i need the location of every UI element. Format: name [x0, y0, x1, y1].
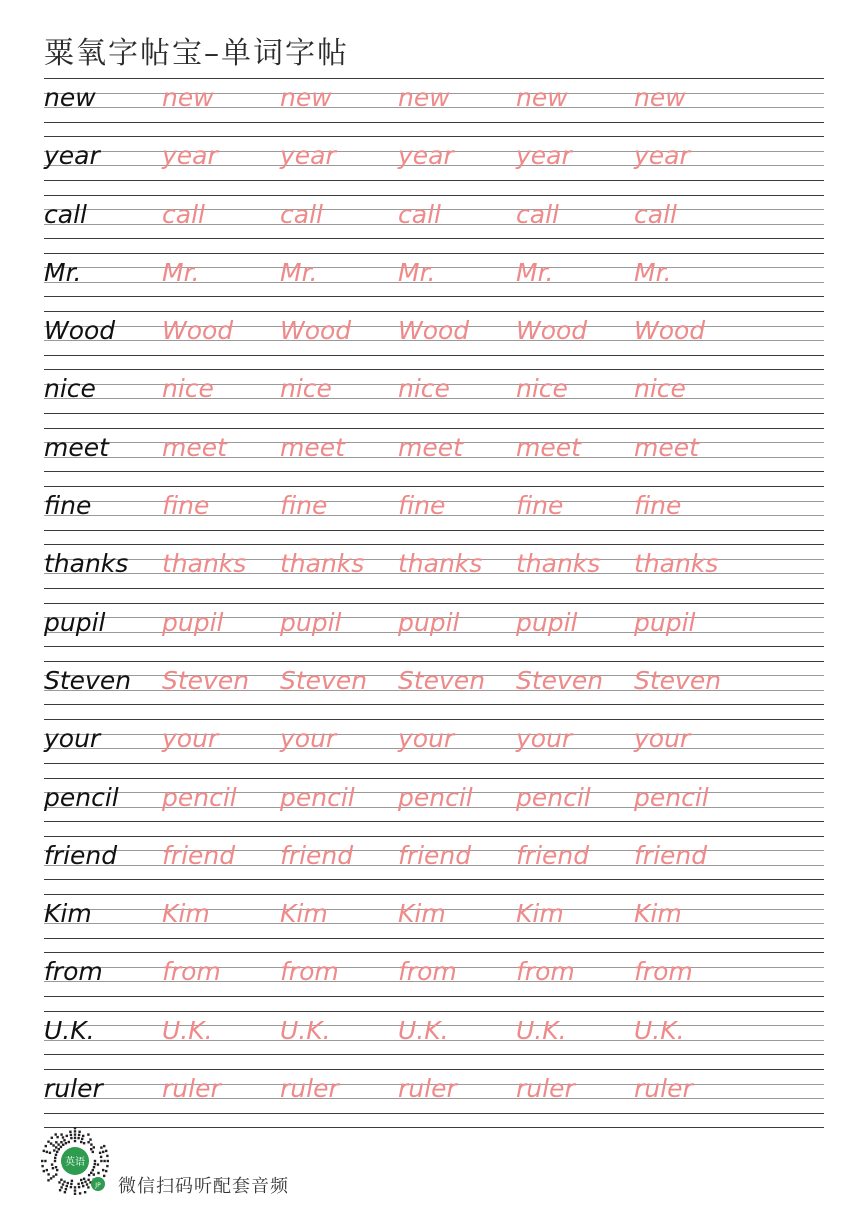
- model-word: new: [44, 83, 96, 112]
- guide-line: [44, 428, 824, 429]
- trace-word: from: [516, 957, 575, 987]
- guide-line: [44, 195, 824, 196]
- qr-dot: [81, 1138, 83, 1140]
- model-word: your: [44, 724, 101, 754]
- guide-line: [44, 588, 824, 589]
- qr-dot: [74, 1189, 76, 1191]
- qr-dot: [60, 1179, 62, 1181]
- qr-dot: [86, 1183, 88, 1185]
- qr-dot: [78, 1131, 80, 1133]
- trace-word: fine: [634, 491, 682, 521]
- word-row: [44, 195, 824, 253]
- qr-dot: [74, 1140, 76, 1142]
- guide-line: [44, 311, 824, 312]
- trace-word: call: [516, 199, 559, 229]
- qr-dot: [50, 1177, 52, 1179]
- trace-word: U.K.: [516, 1015, 567, 1045]
- page-title: 粟氧字帖宝–单词字帖: [44, 36, 349, 71]
- model-word: meet: [44, 432, 109, 462]
- trace-word: ruler: [280, 1074, 339, 1104]
- qr-dot: [47, 1173, 49, 1175]
- model-word: nice: [44, 374, 96, 404]
- word-row: [44, 1069, 824, 1127]
- qr-dot: [55, 1133, 57, 1135]
- guide-line: [44, 894, 824, 895]
- trace-word: Steven: [398, 665, 486, 695]
- qr-dot: [45, 1145, 47, 1147]
- word-row: [44, 894, 824, 952]
- qr-dot: [100, 1146, 102, 1148]
- trace-word: from: [162, 957, 221, 987]
- guide-line: [44, 78, 824, 79]
- qr-dot: [105, 1170, 107, 1172]
- trace-word: pupil: [162, 607, 224, 637]
- qr-dot: [74, 1127, 76, 1129]
- guide-line: [44, 544, 824, 545]
- word-row: [44, 836, 824, 894]
- trace-word: thanks: [280, 549, 365, 579]
- qr-dot: [87, 1179, 89, 1181]
- word-row: [44, 369, 824, 427]
- qr-dot: [68, 1141, 70, 1143]
- qr-dot: [74, 1130, 76, 1132]
- trace-word: year: [634, 141, 690, 171]
- qr-dot: [93, 1173, 95, 1175]
- qr-dot: [64, 1191, 66, 1193]
- trace-word: friend: [516, 840, 590, 870]
- trace-word: Mr.: [634, 257, 672, 287]
- qr-dot: [54, 1157, 56, 1159]
- qr-dot: [44, 1160, 46, 1162]
- guide-line: [44, 763, 824, 764]
- qr-dot: [55, 1141, 57, 1143]
- badge-text: 英语: [65, 1157, 85, 1168]
- qr-dot: [43, 1170, 45, 1172]
- qr-dot: [56, 1151, 58, 1153]
- guide-line: [44, 471, 824, 472]
- word-row: [44, 1011, 824, 1069]
- qr-dot: [55, 1173, 57, 1175]
- audio-caption: 微信扫码听配套音频: [118, 1176, 289, 1197]
- qr-dot: [65, 1188, 67, 1190]
- qr-dot: [52, 1144, 54, 1146]
- word-row: [44, 603, 824, 661]
- trace-word: Steven: [634, 665, 722, 695]
- qr-dot: [65, 1142, 67, 1144]
- trace-word: Steven: [280, 665, 368, 695]
- trace-word: nice: [280, 374, 332, 404]
- qr-dot: [77, 1137, 79, 1139]
- trace-word: call: [280, 199, 323, 229]
- qr-dot: [62, 1136, 64, 1138]
- qr-dot: [63, 1139, 65, 1141]
- qr-dot: [87, 1141, 89, 1143]
- guide-line: [44, 253, 824, 254]
- guide-line: [44, 355, 824, 356]
- qr-dot: [55, 1146, 57, 1148]
- trace-word: thanks: [634, 549, 719, 579]
- qr-dot: [103, 1175, 105, 1177]
- qr-dot: [100, 1160, 102, 1162]
- trace-word: your: [280, 724, 337, 754]
- qr-dot: [57, 1143, 59, 1145]
- trace-word: U.K.: [162, 1015, 213, 1045]
- trace-word: new: [280, 83, 332, 112]
- qr-dot: [84, 1181, 86, 1183]
- word-row: [44, 136, 824, 194]
- trace-word: Kim: [398, 899, 446, 929]
- qr-dot: [106, 1155, 108, 1157]
- qr-dot: [46, 1169, 48, 1171]
- model-word: call: [44, 199, 87, 229]
- guide-line: [44, 1054, 824, 1055]
- trace-word: pencil: [280, 782, 355, 812]
- qr-dot: [87, 1133, 89, 1135]
- qr-dot: [70, 1134, 72, 1136]
- model-word: friend: [44, 840, 118, 870]
- trace-word: U.K.: [634, 1015, 685, 1045]
- guide-line: [44, 122, 824, 123]
- word-row: [44, 428, 824, 486]
- qr-dot: [97, 1163, 99, 1165]
- trace-word: new: [634, 83, 686, 112]
- trace-word: Wood: [398, 316, 470, 346]
- guide-line: [44, 821, 824, 822]
- trace-word: Mr.: [516, 257, 554, 287]
- trace-word: U.K.: [398, 1015, 449, 1045]
- qr-dot: [84, 1191, 86, 1193]
- model-word: fine: [44, 491, 92, 521]
- qr-dot: [52, 1175, 54, 1177]
- audio-footer: [40, 1126, 440, 1206]
- qr-dot: [87, 1186, 89, 1188]
- model-word: Kim: [44, 899, 92, 929]
- trace-word: year: [398, 141, 454, 171]
- qr-dot: [94, 1160, 96, 1162]
- qr-dot: [41, 1165, 43, 1167]
- trace-word: friend: [280, 840, 354, 870]
- trace-word: Wood: [634, 316, 706, 346]
- qr-dot: [74, 1193, 76, 1195]
- trace-word: call: [634, 199, 677, 229]
- qr-dot: [58, 1181, 60, 1183]
- qr-dot: [58, 1148, 60, 1150]
- qr-dot: [105, 1150, 107, 1152]
- qr-dot: [51, 1137, 53, 1139]
- qr-dot: [47, 1141, 49, 1143]
- trace-word: ruler: [398, 1074, 457, 1104]
- trace-word: pencil: [398, 782, 473, 812]
- model-word: U.K.: [44, 1015, 95, 1045]
- qr-dot: [102, 1169, 104, 1171]
- qr-dot: [56, 1136, 58, 1138]
- trace-word: Kim: [634, 899, 682, 929]
- word-row: [44, 661, 824, 719]
- qr-dot: [82, 1185, 84, 1187]
- trace-word: fine: [516, 491, 564, 521]
- qr-dot: [62, 1144, 64, 1146]
- trace-word: U.K.: [280, 1015, 331, 1045]
- qr-dot: [52, 1167, 54, 1169]
- qr-dot: [80, 1141, 82, 1143]
- qr-dot: [51, 1163, 53, 1165]
- trace-word: meet: [162, 432, 227, 462]
- guide-line: [44, 1069, 824, 1070]
- trace-word: call: [398, 199, 441, 229]
- qr-code-icon[interactable]: [40, 1126, 110, 1196]
- guide-line: [44, 996, 824, 997]
- trace-word: nice: [162, 374, 214, 404]
- trace-word: ruler: [516, 1074, 575, 1104]
- qr-dot: [70, 1186, 72, 1188]
- qr-dot: [81, 1182, 83, 1184]
- trace-word: meet: [516, 432, 581, 462]
- guide-line: [44, 486, 824, 487]
- qr-dot: [60, 1146, 62, 1148]
- qr-dot: [67, 1182, 69, 1184]
- model-word: year: [44, 141, 100, 171]
- trace-word: pupil: [398, 607, 460, 637]
- trace-word: year: [516, 141, 572, 171]
- qr-dot: [90, 1172, 92, 1174]
- qr-dot: [50, 1142, 52, 1144]
- trace-word: fine: [398, 491, 446, 521]
- guide-line: [44, 646, 824, 647]
- qr-dot: [93, 1146, 95, 1148]
- guide-line: [44, 778, 824, 779]
- trace-word: pupil: [634, 607, 696, 637]
- qr-dot: [43, 1150, 45, 1152]
- trace-word: Kim: [516, 899, 564, 929]
- qr-dot: [54, 1160, 56, 1162]
- qr-dot: [103, 1160, 105, 1162]
- trace-word: meet: [398, 432, 463, 462]
- trace-word: friend: [398, 840, 472, 870]
- qr-dot: [77, 1183, 79, 1185]
- qr-dot: [47, 1179, 49, 1181]
- trace-word: pencil: [634, 782, 709, 812]
- trace-word: Kim: [162, 899, 210, 929]
- guide-line: [44, 369, 824, 370]
- qr-dot: [82, 1135, 84, 1137]
- qr-dot: [70, 1183, 72, 1185]
- qr-dot: [69, 1131, 71, 1133]
- model-word: Wood: [44, 316, 116, 346]
- trace-word: Wood: [162, 316, 234, 346]
- qr-dot: [46, 1151, 48, 1153]
- guide-line: [44, 1011, 824, 1012]
- qr-dot: [63, 1181, 65, 1183]
- trace-word: fine: [162, 491, 210, 521]
- guide-line: [44, 661, 824, 662]
- guide-line: [44, 238, 824, 239]
- trace-word: Steven: [162, 665, 250, 695]
- word-row: [44, 544, 824, 602]
- guide-line: [44, 180, 824, 181]
- word-row: [44, 719, 824, 777]
- trace-word: ruler: [162, 1074, 221, 1104]
- qr-dot: [78, 1186, 80, 1188]
- trace-word: Mr.: [162, 257, 200, 287]
- qr-dot: [106, 1165, 108, 1167]
- trace-word: meet: [634, 432, 699, 462]
- model-word: Mr.: [44, 257, 82, 287]
- qr-dot: [90, 1143, 92, 1145]
- trace-word: from: [634, 957, 693, 987]
- guide-line: [44, 704, 824, 705]
- trace-word: your: [634, 724, 691, 754]
- trace-word: pupil: [516, 607, 578, 637]
- qr-dot: [62, 1183, 64, 1185]
- qr-dot: [74, 1186, 76, 1188]
- trace-word: meet: [280, 432, 345, 462]
- guide-line: [44, 836, 824, 837]
- trace-word: from: [280, 957, 339, 987]
- guide-line: [44, 1113, 824, 1114]
- qr-dot: [79, 1192, 81, 1194]
- trace-word: new: [162, 83, 214, 112]
- model-word: from: [44, 957, 103, 987]
- qr-dot: [93, 1166, 95, 1168]
- qr-dot: [55, 1166, 57, 1168]
- trace-word: your: [162, 724, 219, 754]
- practice-sheet: [44, 78, 824, 1128]
- qr-dot: [92, 1151, 94, 1153]
- qr-dot: [41, 1160, 43, 1162]
- trace-word: year: [162, 141, 218, 171]
- word-row: [44, 778, 824, 836]
- trace-word: nice: [516, 374, 568, 404]
- guide-line: [44, 413, 824, 414]
- qr-dot: [74, 1137, 76, 1139]
- qr-dot: [60, 1141, 62, 1143]
- qr-dot: [92, 1169, 94, 1171]
- trace-word: new: [398, 83, 450, 112]
- qr-dot: [99, 1152, 101, 1154]
- guide-line: [44, 879, 824, 880]
- trace-word: thanks: [398, 549, 483, 579]
- trace-word: Mr.: [280, 257, 318, 287]
- guide-line: [44, 952, 824, 953]
- word-row: [44, 311, 824, 369]
- guide-line: [44, 719, 824, 720]
- trace-word: ruler: [634, 1074, 693, 1104]
- trace-word: thanks: [162, 549, 247, 579]
- trace-word: friend: [634, 840, 708, 870]
- qr-dot: [102, 1151, 104, 1153]
- trace-word: nice: [398, 374, 450, 404]
- word-row: [44, 78, 824, 136]
- trace-word: fine: [280, 491, 328, 521]
- word-row: [44, 486, 824, 544]
- qr-dot: [59, 1189, 61, 1191]
- qr-dot: [80, 1179, 82, 1181]
- qr-dot: [94, 1163, 96, 1165]
- qr-dot: [100, 1156, 102, 1158]
- qr-dot: [97, 1172, 99, 1174]
- trace-word: pencil: [516, 782, 591, 812]
- qr-dot: [70, 1137, 72, 1139]
- trace-word: pencil: [162, 782, 237, 812]
- qr-dot: [90, 1148, 92, 1150]
- qr-dot: [71, 1180, 73, 1182]
- trace-word: Wood: [280, 316, 352, 346]
- model-word: thanks: [44, 549, 129, 579]
- qr-dot: [66, 1185, 68, 1187]
- qr-dot: [60, 1133, 62, 1135]
- trace-word: pupil: [280, 607, 342, 637]
- guide-line: [44, 136, 824, 137]
- qr-dot: [49, 1152, 51, 1154]
- qr-dot: [89, 1138, 91, 1140]
- trace-word: your: [398, 724, 455, 754]
- qr-dot: [83, 1178, 85, 1180]
- qr-dot: [66, 1135, 68, 1137]
- guide-line: [44, 296, 824, 297]
- guide-line: [44, 603, 824, 604]
- guide-line: [44, 530, 824, 531]
- model-word: pupil: [44, 607, 106, 637]
- qr-dot: [53, 1149, 55, 1151]
- trace-word: Steven: [516, 665, 604, 695]
- word-row: [44, 952, 824, 1010]
- qr-dot: [78, 1134, 80, 1136]
- model-word: pencil: [44, 782, 119, 812]
- qr-dot: [83, 1142, 85, 1144]
- qr-dot: [107, 1160, 109, 1162]
- trace-word: new: [516, 83, 568, 112]
- model-word: ruler: [44, 1074, 103, 1104]
- word-row: [44, 253, 824, 311]
- trace-word: call: [162, 199, 205, 229]
- trace-word: your: [516, 724, 573, 754]
- badge-sub-text: JP: [95, 1182, 101, 1189]
- qr-dot: [103, 1145, 105, 1147]
- qr-dot: [56, 1169, 58, 1171]
- trace-word: year: [280, 141, 336, 171]
- trace-word: Mr.: [398, 257, 436, 287]
- qr-dot: [55, 1154, 57, 1156]
- trace-word: nice: [634, 374, 686, 404]
- qr-dot: [60, 1186, 62, 1188]
- model-word: Steven: [44, 665, 132, 695]
- trace-word: thanks: [516, 549, 601, 579]
- trace-word: Wood: [516, 316, 588, 346]
- qr-dot: [88, 1174, 90, 1176]
- qr-dot: [74, 1133, 76, 1135]
- trace-word: from: [398, 957, 457, 987]
- trace-word: Kim: [280, 899, 328, 929]
- guide-line: [44, 938, 824, 939]
- trace-word: friend: [162, 840, 236, 870]
